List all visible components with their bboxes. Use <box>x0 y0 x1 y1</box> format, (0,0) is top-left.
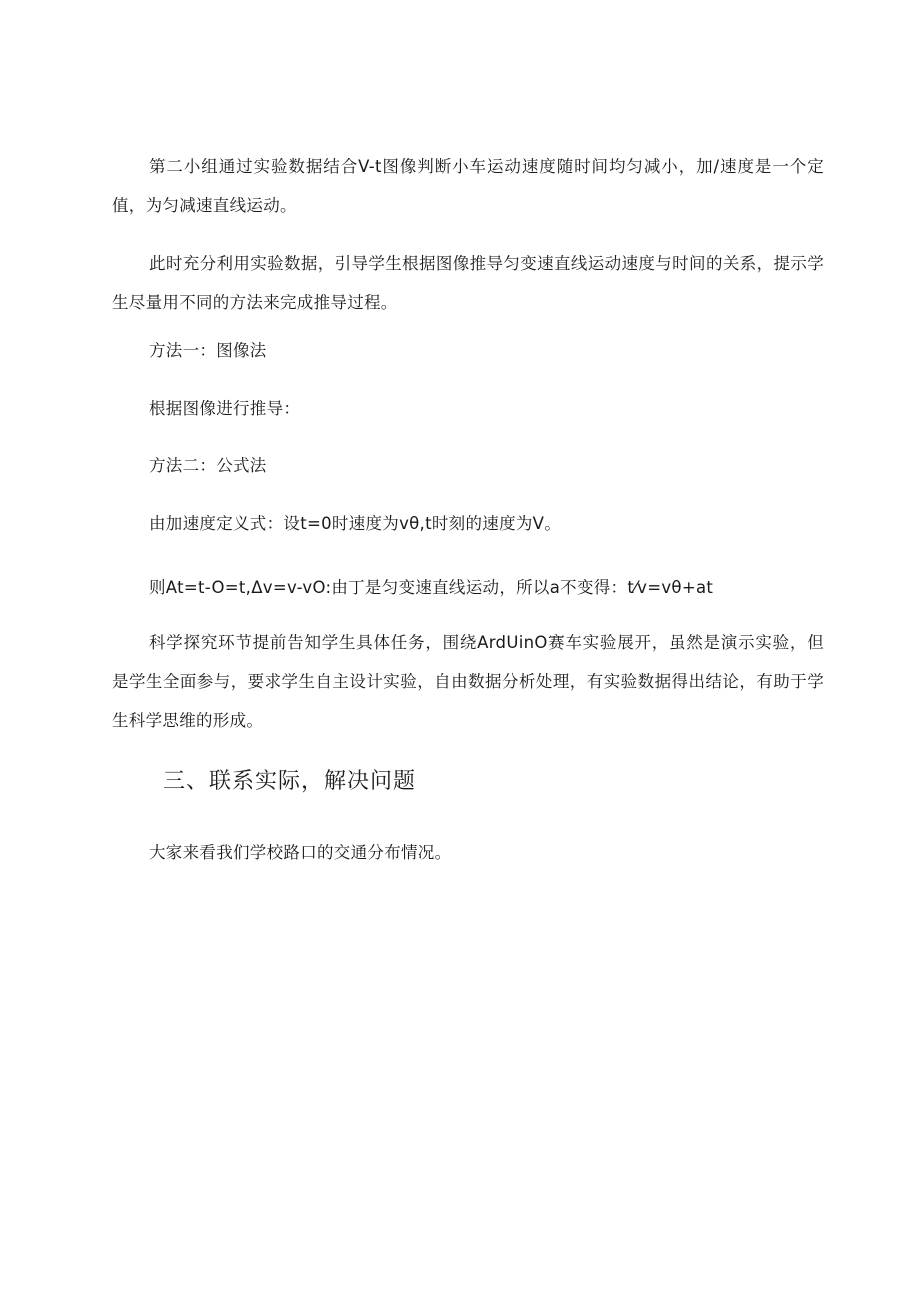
paragraph-vt-graph-conclusion: 第二小组通过实验数据结合V-t图像判断小车运动速度随时间均匀减小，加/速度是一个定值，为匀减速直线运动。 <box>112 157 824 215</box>
paragraph-traffic-intro: 大家来看我们学校路口的交通分布情况。 <box>149 843 452 862</box>
paragraph-method-one: 方法一：图像法 <box>149 341 267 360</box>
paragraph-inquiry-summary: 科学探究环节提前告知学生具体任务，围绕ArdUinO赛车实验展开，虽然是演示实验，但是学生全面参与，要求学生自主设计实验，自由数据分析处理，有实验数据得出结论，有助于学生科学思维的形成。 <box>112 633 824 730</box>
paragraph-graph-derivation: 根据图像进行推导： <box>149 399 301 418</box>
section-heading: 三、联系实际，解决问题 <box>163 769 417 794</box>
paragraph-derivation-guidance: 此时充分利用实验数据，引导学生根据图像推导匀变速直线运动速度与时间的关系，提示学生尽量用不同的方法来完成推导过程。 <box>112 254 824 312</box>
paragraph-formula-result: 则At=t-O=t,Δv=v-vO:由丁是匀变速直线运动，所以a不变得：t⁄v=vθ+at <box>149 578 714 597</box>
paragraph-acceleration-definition: 由加速度定义式：设t=0时速度为vθ,t时刻的速度为V。 <box>149 514 562 533</box>
paragraph-method-two: 方法二：公式法 <box>149 456 267 475</box>
